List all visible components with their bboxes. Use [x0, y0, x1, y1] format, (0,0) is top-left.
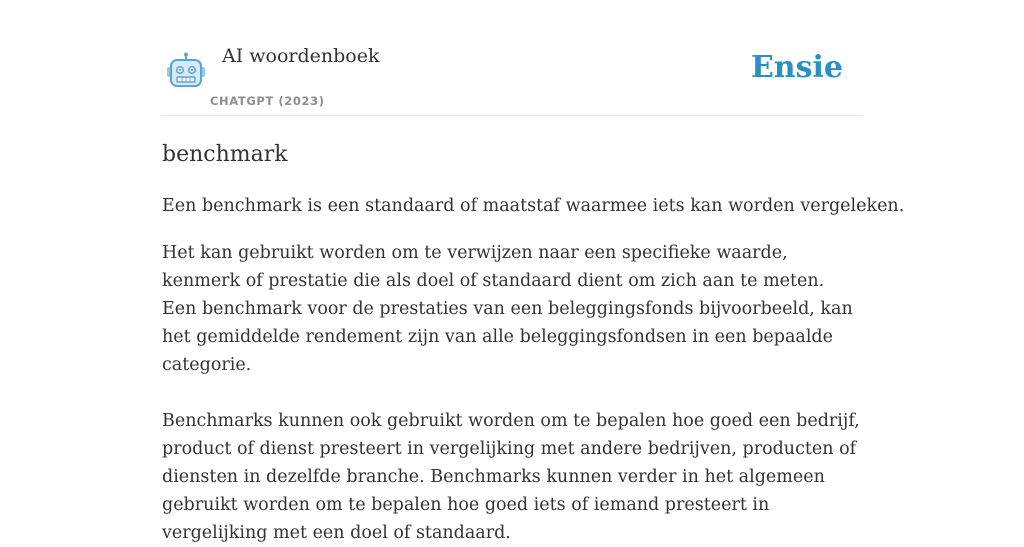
entry-header	[162, 0, 862, 116]
definition-paragraph: Benchmarks kunnen ook gebruikt worden om te bepalen hoe goed een bedrijf, product of dienst presteert in vergelijking met andere bedrijven, producten of diensten in dezelfde branche. Benchmarks kunnen verder in het algemeen gebruikt worden om te bepalen hoe goed iets of iemand presteert in vergelijking met een doel of standaard.	[162, 411, 860, 543]
definition-paragraph: Een benchmark is een standaard of maatstaf waarmee iets kan worden vergeleken.	[162, 196, 905, 216]
source-title[interactable]: AI woordenboek	[222, 45, 380, 67]
definition-paragraph: Het kan gebruikt worden om te verwijzen naar een specifieke waarde, kenmerk of prestatie die als doel of standaard dient om zich aan te meten. Een benchmark voor de prestaties van een beleggingsfonds bijvoorbeeld, kan het gemiddelde rendement zijn van alle beleggingsfondsen in een bepaalde categorie.	[162, 243, 853, 375]
headword: benchmark	[162, 142, 288, 167]
brand-logo[interactable]: Ensie	[750, 50, 843, 85]
robot-icon	[166, 52, 206, 88]
entry-page	[162, 0, 905, 547]
definition	[162, 192, 905, 547]
source-meta: CHATGPT (2023)	[210, 94, 325, 108]
